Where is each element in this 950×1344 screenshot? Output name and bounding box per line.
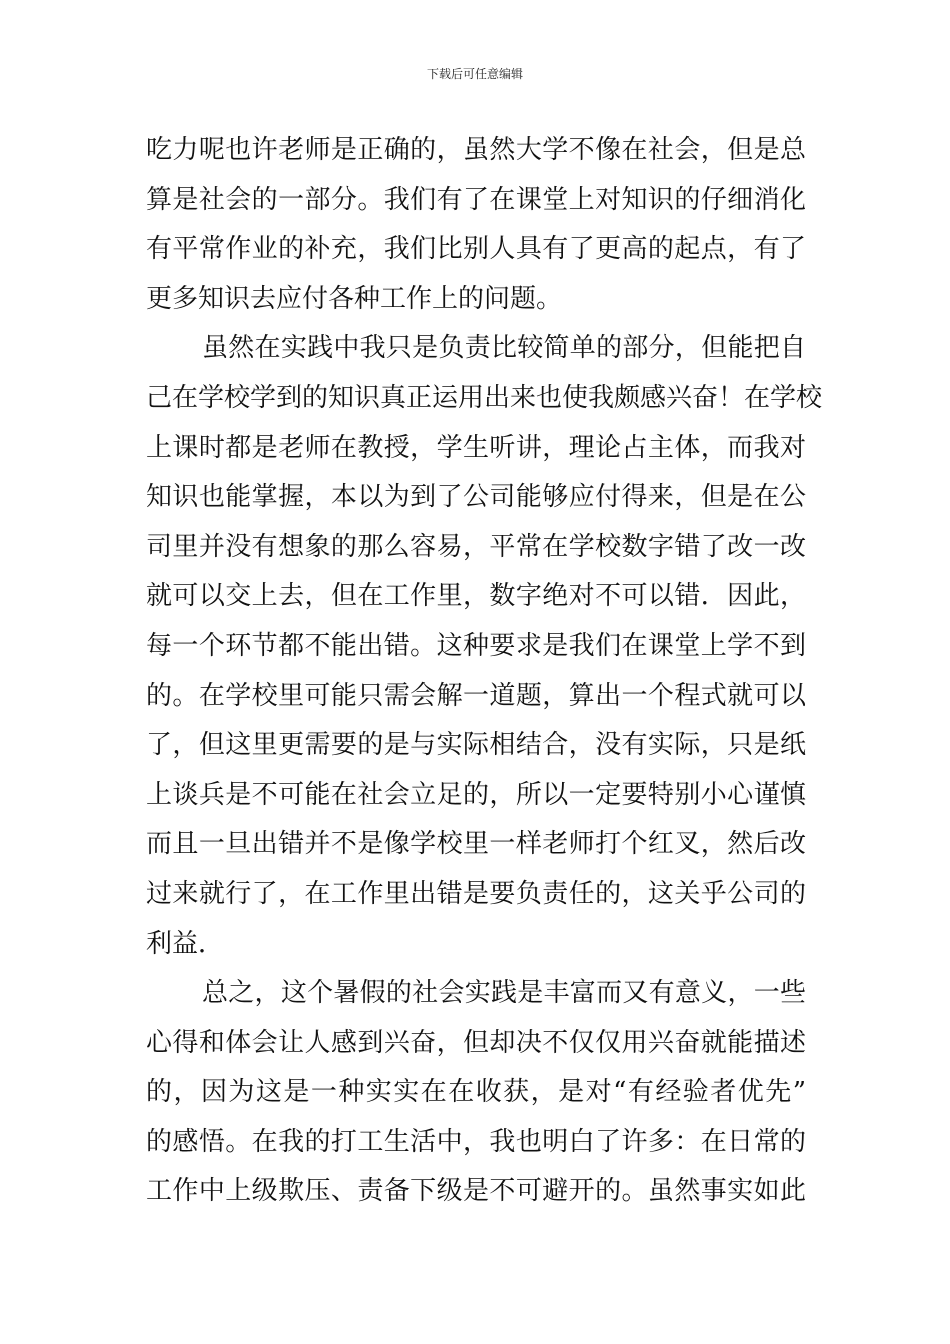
text-line: 心得和体会让人感到兴奋，但却决不仅仅用兴奋就能描述 (146, 1027, 806, 1058)
paragraph-2 (146, 324, 823, 969)
document-body (146, 126, 823, 1217)
text-line: 的。在学校里可能只需会解一道题，算出一个程式就可以 (146, 680, 806, 711)
text-line: 了，但这里更需要的是与实际相结合，没有实际，只是纸 (146, 730, 806, 761)
text-line: 工作中上级欺压、责备下级是不可避开的。虽然事实如此 (146, 1176, 806, 1207)
text-line: 总之，这个暑假的社会实践是丰富而又有意义，一些 (202, 978, 806, 1009)
text-line: 的感悟。在我的打工生活中，我也明白了许多：在日常的 (146, 1126, 806, 1157)
text-line: 算是社会的一部分。我们有了在课堂上对知识的仔细消化 (146, 184, 806, 215)
text-line: 更多知识去应付各种工作上的问题。 (146, 283, 563, 314)
text-line: 的，因为这是一种实实在在收获，是对“有经验者优先” (146, 1077, 806, 1108)
paragraph-3 (146, 969, 806, 1217)
text-line: 有平常作业的补充，我们比别人具有了更高的起点，有了 (146, 234, 806, 265)
text-line: 就可以交上去，但在工作里，数字绝对不可以错．因此， (146, 581, 806, 612)
text-line: 司里并没有想象的那么容易，平常在学校数字错了改一改 (146, 531, 806, 562)
text-line: 利益． (146, 928, 225, 959)
page-header: 下载后可任意编辑 (426, 67, 523, 81)
text-line: 上课时都是老师在教授，学生听讲，理论占主体，而我对 (146, 432, 806, 463)
text-line: 过来就行了，在工作里出错是要负责任的，这关乎公司的 (146, 878, 806, 909)
text-line: 而且一旦出错并不是像学校里一样老师打个红叉，然后改 (146, 829, 806, 860)
text-line: 上谈兵是不可能在社会立足的，所以一定要特别小心谨慎 (146, 779, 806, 810)
paragraph-1 (146, 126, 806, 324)
text-line: 知识也能掌握，本以为到了公司能够应付得来，但是在公 (146, 482, 806, 513)
text-line: 每一个环节都不能出错。这种要求是我们在课堂上学不到 (146, 630, 806, 661)
text-line: 虽然在实践中我只是负责比较简单的部分，但能把自 (202, 333, 806, 364)
text-line: 己在学校学到的知识真正运用出来也使我颇感兴奋！在学校 (146, 382, 823, 413)
text-line: 吃力呢也许老师是正确的，虽然大学不像在社会，但是总 (146, 135, 806, 165)
